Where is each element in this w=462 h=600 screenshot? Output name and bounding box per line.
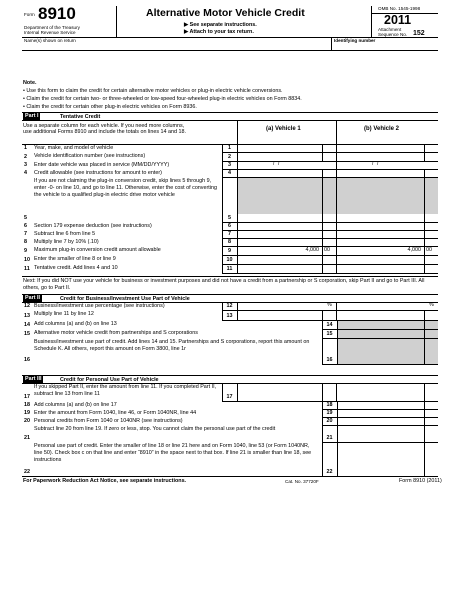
line-20-number: 20 [24,418,30,424]
rule-line [424,152,425,161]
rule-line [424,246,425,255]
rule-line [424,320,425,329]
line-15-amount-input[interactable] [337,329,438,338]
line-17-box-number: 17 [226,394,233,400]
line-3-date-slashes: / / [372,161,380,167]
next-instructions: Next: If you did NOT use your vehicle for business or investment purposes and did not have a credit from a partnership or S corporation, skip Part II and go to Part III. All others, go to Part II. [23,278,425,291]
rule-line [322,338,323,364]
note-bullet-2: • Claim the credit for certain two- or three-wheeled or low-speed four-wheeled plug-in electric vehicles on Form 8834. [23,96,302,102]
rule-line [424,144,425,152]
line-5-number: 5 [24,215,27,221]
line-1-number: 1 [24,145,27,151]
rule-line [222,264,223,273]
rule-line [424,329,425,338]
line-6-number: 6 [24,223,27,229]
rule-line [424,401,425,409]
rule-line [322,329,323,338]
line-21-amount-input[interactable] [337,425,438,442]
line-10-box-number: 10 [226,257,233,263]
dept-line1: Department of the Treasury [24,25,80,30]
line-7-box-number: 7 [228,231,231,237]
rule-line [322,320,323,329]
line-4-text: Credit allowable (see instructions for amount to enter) [34,170,162,176]
rule-line [424,238,425,246]
line-17-number: 17 [24,394,30,400]
rule-line [322,409,323,417]
line-8-number: 8 [24,239,27,245]
rule-line [222,152,223,161]
line-17-vehicle-b-input[interactable] [336,383,438,401]
note-title: Note. [23,80,37,86]
line-5-vehicle-b-input[interactable] [336,177,438,222]
line-12-percent-b: % [429,302,434,308]
line-15-box-number: 15 [326,331,333,337]
rule-line [322,417,323,425]
instruction-see-separate: ▶ See separate instructions. [184,22,257,28]
line-11-box-number: 11 [226,266,233,272]
dept-line2: Internal Revenue Service [24,30,76,35]
part3-title: Credit for Personal Use Part of Vehicle [60,377,159,383]
line-22-box-number: 22 [326,469,333,475]
line-22-text: Personal use part of credit. Enter the smaller of line 18 or line 21 here and on Form 1040, line 53 (or Form 1040NR, line 50). Check box c on that line and enter “8910” in the space next to that box. If line 21 is smaller than line 18, see instructions [34,443,312,463]
line-20-text: Personal credits from Form 1040 or 1040NR (see instructions) [34,418,183,424]
line-12-percent-a: % [327,302,332,308]
line-21-text: Subtract line 20 from line 19. If zero or less, stop. You cannot claim the personal use part of the credit [34,426,276,432]
line-19-box-number: 19 [326,410,333,416]
line-12-box-number: 12 [226,303,233,309]
rule-line [222,255,223,264]
rule-line [424,409,425,417]
line-14-box-number: 14 [326,322,333,328]
part1-intro-line2: use additional Forms 8910 and include the totals on lines 14 and 18. [23,129,187,135]
line-4-number: 4 [24,170,27,176]
line-12-vehicle-a-input[interactable] [237,302,336,310]
line-3-vehicle-b-input[interactable] [336,161,438,169]
line-7-number: 7 [24,231,27,237]
paperwork-notice: For Paperwork Reduction Act Notice, see separate instructions. [23,478,187,484]
rule-line [322,442,323,476]
name-label: Name(s) shown on return [24,38,76,43]
rule-line [322,310,323,320]
form-number: 8910 [38,4,76,23]
column-b-header: (b) Vehicle 2 [364,126,400,132]
line-22-number: 22 [24,469,30,475]
line-18-text: Add columns (a) and (b) on line 17 [34,402,117,408]
line-6-vehicle-b-input[interactable] [336,222,438,230]
line-6-box-number: 6 [228,223,231,229]
line-9-value-b: 4,000 [407,247,421,253]
rule-line [322,144,323,152]
rule-line [222,246,223,255]
rule-line [322,246,323,255]
line-20-box-number: 20 [326,418,333,424]
rule-line [322,152,323,161]
line-8-vehicle-b-input[interactable] [336,238,438,246]
rule-line [424,442,425,476]
line-12-number: 12 [24,303,30,309]
line-9-vehicle-b-input[interactable] [336,246,438,255]
line-8-text: Multiply line 7 by 10% (.10) [34,239,99,245]
rule-line [424,425,425,442]
rule-line [222,238,223,246]
form-reference: Form 8910 (2011) [399,478,442,484]
line-1-vehicle-b-input[interactable] [336,144,438,152]
rule-line [322,238,323,246]
rule-line [322,401,323,409]
rule-line [322,177,323,222]
identifying-number-label: Identifying number [334,38,376,43]
line-3-date-slashes: / / [273,161,281,167]
line-14-number: 14 [24,322,30,328]
line-10-vehicle-b-input[interactable] [336,255,438,264]
line-14-text: Add columns (a) and (b) on line 13 [34,321,117,327]
rule-line [424,338,425,364]
line-2-text: Vehicle identification number (see instructions) [34,153,146,159]
line-18-number: 18 [24,402,30,408]
rule-line [424,383,425,401]
line-3-vehicle-a-input[interactable] [237,161,336,169]
line-7-vehicle-b-input[interactable] [336,230,438,238]
sequence-number: 152 [413,30,425,37]
part2-label: Part II [25,295,40,301]
rule-line [322,255,323,264]
line-2-box-number: 2 [228,154,231,160]
line-11-text: Tentative credit. Add lines 4 and 10 [34,265,118,271]
part3-label: Part III [25,376,42,382]
rule-line [222,310,223,320]
form-title: Alternative Motor Vehicle Credit [146,7,305,19]
line-9-number: 9 [24,248,27,254]
line-5-text: If you are not claiming the plug-in conversion credit, skip lines 5 through 9, enter -0- on line 10, and go to line 11. Otherwise, enter the cost of converting the vehicle to a qualified plug-in electric drive motor vehicle [34,178,217,198]
form-word: Form [24,12,35,17]
line-16-text: Business/investment use part of credit. Add lines 14 and 15. Partnerships and S corporations, report this amount on Schedule K. All others, report this amount on Form 3800, line 1r [34,339,310,352]
line-7-text: Subtract line 6 from line 5 [34,231,96,237]
rule-line [424,177,425,222]
line-9-value-a: 4,000 [305,247,319,253]
line-1-box-number: 1 [228,145,231,151]
line-13-box-number: 13 [226,313,233,319]
line-16-number: 16 [24,357,30,363]
line-16-amount-input[interactable] [337,338,438,364]
line-18-amount-input[interactable] [337,401,438,409]
rule-line [424,230,425,238]
line-9-box-number: 9 [228,248,231,254]
line-15-number: 15 [24,331,30,337]
line-1-text: Year, make, and model of vehicle [34,145,114,151]
line-10-text: Enter the smaller of line 8 or line 9 [34,256,116,262]
rule-line [222,169,223,177]
rule-line [424,417,425,425]
line-12-text: Business/investment use percentage (see instructions) [34,303,165,309]
rule-line [322,222,323,230]
line-21-box-number: 21 [326,435,333,441]
line-19-amount-input[interactable] [337,409,438,417]
line-4-box-number: 4 [228,170,231,176]
rule-line [322,425,323,442]
line-9-cents-b: 00 [426,247,432,253]
line-13-vehicle-b-input[interactable] [336,310,438,320]
rule-line [222,161,223,169]
rule-line [222,230,223,238]
rule-line [222,383,223,401]
line-20-amount-input[interactable] [337,417,438,425]
line-11-vehicle-b-input[interactable] [336,264,438,273]
line-9-text: Maximum plug-in conversion credit amount allowable [34,247,161,253]
line-22-amount-input[interactable] [337,442,438,476]
line-12-vehicle-b-input[interactable] [336,302,438,310]
line-4-vehicle-b-input[interactable] [336,169,438,177]
line-21-number: 21 [24,435,30,441]
line-16-box-number: 16 [326,357,333,363]
rule-line [424,255,425,264]
line-6-text: Section 179 expense deduction (see instructions) [34,223,152,229]
line-19-text: Enter the amount from Form 1040, line 46, or Form 1040NR, line 44 [34,410,197,416]
rule-line [322,264,323,273]
rule-line [424,169,425,177]
line-5-box-number: 5 [228,215,231,221]
rule-line [322,230,323,238]
omb-number: OMB No. 1545-1998 [378,6,421,11]
line-15-text: Alternative motor vehicle credit from partnerships and S corporations [34,330,198,336]
rule-line [222,177,223,222]
column-a-header: (a) Vehicle 1 [266,126,301,132]
line-2-number: 2 [24,154,27,160]
line-13-number: 13 [24,313,30,319]
line-9-cents-a: 00 [324,247,330,253]
line-2-vehicle-b-input[interactable] [336,152,438,161]
rule-line [322,169,323,177]
tax-year: 2011 [384,13,412,27]
line-13-text: Multiply line 11 by line 12 [34,311,94,317]
part2-title: Credit for Business/Investment Use Part of Vehicle [60,296,190,302]
rule-line [222,144,223,152]
catalog-number: Cat. No. 37720F [285,479,319,484]
line-11-number: 11 [24,266,30,272]
instruction-attach: ▶ Attach to your tax return. [184,29,254,35]
note-bullet-3: • Claim the credit for certain other plug-in electric vehicles on Form 8936. [23,104,197,110]
part1-label: Part I [25,113,39,119]
line-8-box-number: 8 [228,239,231,245]
rule-line [424,222,425,230]
rule-line [222,302,223,310]
rule-line [222,273,438,274]
rule-line [322,383,323,401]
rule-line [222,222,223,230]
line-3-box-number: 3 [228,162,231,168]
rule-line [424,310,425,320]
line-18-box-number: 18 [326,402,333,408]
sequence-label: Sequence No. [378,32,408,37]
note-bullet-1: • Use this form to claim the credit for certain alternative motor vehicles or plug-in electric vehicle conversions. [23,88,283,94]
line-14-amount-input[interactable] [337,320,438,329]
line-10-number: 10 [24,257,30,263]
line-3-number: 3 [24,162,27,168]
line-3-text: Enter date vehicle was placed in service (MM/DD/YYYY) [34,162,170,168]
part1-title: Tentative Credit [60,114,101,120]
rule-line [424,264,425,273]
part1-intro-line1: Use a separate column for each vehicle. If you need more columns, [23,123,185,129]
line-19-number: 19 [24,410,30,416]
rule-line [322,364,438,365]
attachment-label: Attachment [378,27,402,32]
line-17-text: If you skipped Part II, enter the amount from line 11. If you completed Part II, subtract line 13 from line 11 [34,384,217,397]
